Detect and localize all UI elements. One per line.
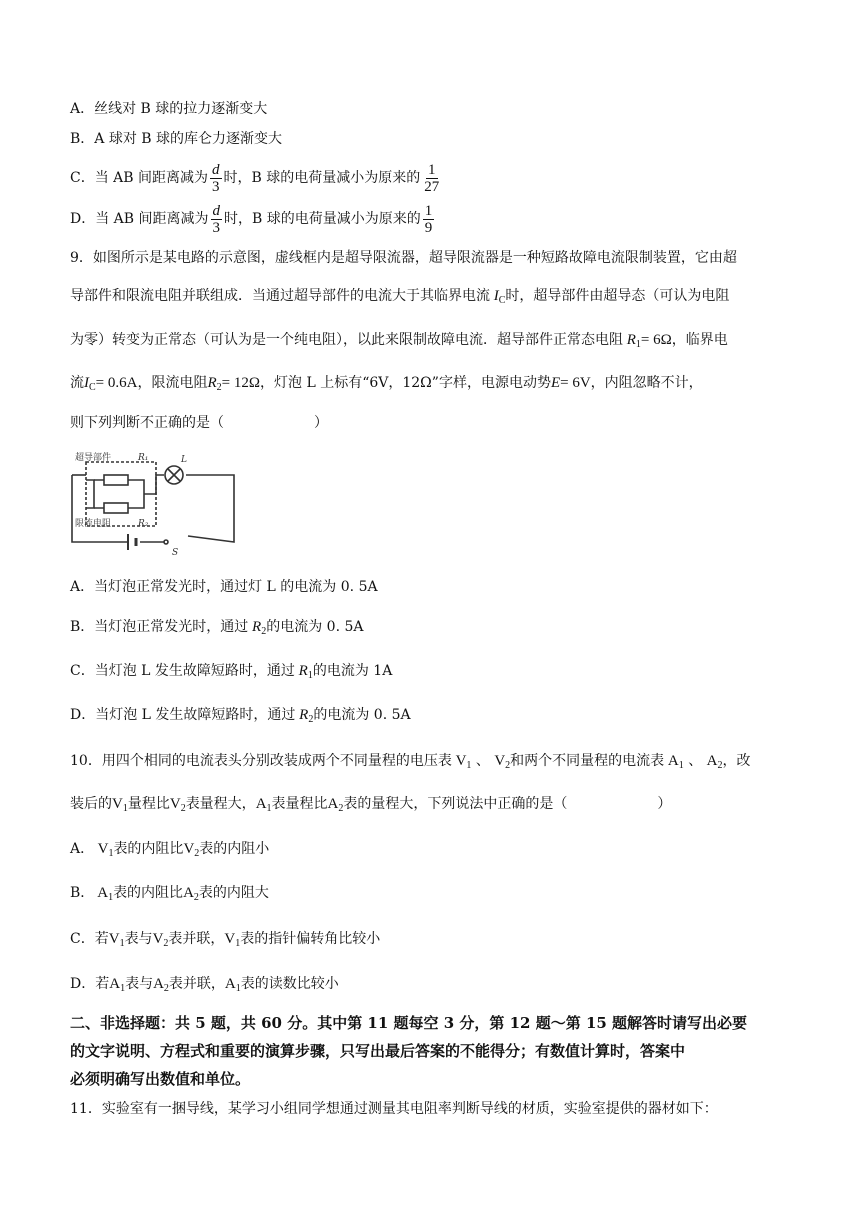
circuit-wire — [144, 475, 164, 494]
q8-option-d — [70, 201, 436, 237]
circuit-diagram — [66, 450, 242, 560]
q9-stem-line-3: 为零）转变为正常态（可认为是一个纯电阻），以此来限制故障电流．超导部件正常态电阻 $R_1= 6\Omega$，临界电 — [70, 332, 728, 350]
label-r1: R₁ — [138, 453, 149, 463]
q9-stem-line-5: 则下列判断不正确的是（ ） — [70, 415, 328, 431]
circuit-wire — [186, 475, 234, 542]
q9-option-d: D．当灯泡 L 发生故障短路时，通过 $R_2$的电流为 0. 5A — [70, 707, 411, 725]
q10-option-c: C．若$V_1$表与$V_2$表并联，$V_1$表的指针偏转角比较小 — [70, 931, 381, 949]
resistor-r1 — [104, 475, 128, 485]
q8-option-c — [70, 160, 443, 196]
label-superconductor: 超导部件 — [75, 453, 112, 463]
fraction: $\frac{d}{3}$ — [212, 202, 221, 236]
q9-option-c: C．当灯泡 L 发生故障短路时，通过 $R_1$的电流为 1A — [70, 663, 393, 681]
section2-line-2: 的文字说明、方程式和重要的演算步骤，只写出最后答案的不能得分；有数值计算时，答案中 — [70, 1042, 686, 1060]
q8-option-a: A．丝线对 B 球的拉力逐渐变大 — [70, 101, 268, 117]
switch-pivot — [164, 540, 168, 544]
q9-option-a: A．当灯泡正常发光时，通过灯 L 的电流为 0. 5A — [70, 579, 378, 595]
label-lamp: L — [181, 455, 187, 465]
q8c-text: C．当 AB 间距离减为 — [70, 170, 209, 186]
q9-stem-line-2: 导部件和限流电阻并联组成．当通过超导部件的电流大于其临界电流 $I_C$时，超导部件由超导态（可认为电阻 — [70, 288, 730, 306]
q10-option-b: B． $A_1$表的内阻比$A_2$表的内阻大 — [70, 885, 269, 903]
fraction: $\frac{1}{27}$ — [424, 161, 440, 195]
fraction: $\frac{1}{9}$ — [424, 202, 433, 236]
q8d-text: D．当 AB 间距离减为 — [70, 211, 209, 227]
section2-line-3: 必须明确写出数值和单位。 — [70, 1070, 251, 1088]
q8-option-b: B．A 球对 B 球的库仑力逐渐变大 — [70, 131, 283, 147]
q9-stem-line-1: 9．如图所示是某电路的示意图，虚线框内是超导限流器，超导限流器是一种短路故障电流限制装置，它由超 — [70, 250, 737, 266]
q9-stem-line-4: 流$I_C= 0.6A$，限流电阻$R_2= 12\Omega$，灯泡 L 上标有“6V，12Ω”字样，电源电动势E= 6V，内阻忽略不计， — [70, 375, 703, 393]
q11-stem-line-1: 11．实验室有一捆导线，某学习小组同学想通过测量其电阻率判断导线的材质，实验室提供的器材如下： — [70, 1101, 718, 1117]
q8d-text-2: 时，B 球的电荷量减小为原来的 — [224, 211, 421, 227]
label-current-limit: 限流电阻 — [75, 519, 112, 529]
q8c-text-2: 时，B 球的电荷量减小为原来的 — [223, 170, 421, 186]
q10-stem-line-1: 10．用四个相同的电流表头分别改装成两个不同量程的电压表 $V_1$ 、 $V_2$和两个不同量程的电流表 $A_1$ 、 $A_2$，改 — [70, 753, 751, 771]
section2-line-1: 二、非选择题：共 5 题，共 60 分。其中第 11 题每空 3 分，第 12 题～第 15 题解答时请写出必要 — [70, 1014, 748, 1032]
fraction: $\frac{d}{3}$ — [212, 161, 220, 195]
circuit-wire — [86, 480, 94, 508]
q10-option-a: A． $V_1$表的内阻比$V_2$表的内阻小 — [70, 841, 270, 859]
lamp-cross — [168, 469, 180, 481]
q9-option-b: B．当灯泡正常发光时，通过 $R_2$的电流为 0. 5A — [70, 619, 364, 637]
q10-stem-line-2: 装后的$V_1$量程比$V_2$表量程大，$A_1$表量程比$A_2$表的量程大，下列说法中正确的是（ ） — [70, 796, 672, 814]
label-switch: S — [172, 548, 179, 558]
q10-option-d: D．若$A_1$表与$A_2$表并联，$A_1$表的读数比较小 — [70, 976, 339, 994]
label-r2: R₂ — [138, 519, 149, 529]
resistor-r2 — [104, 503, 128, 513]
